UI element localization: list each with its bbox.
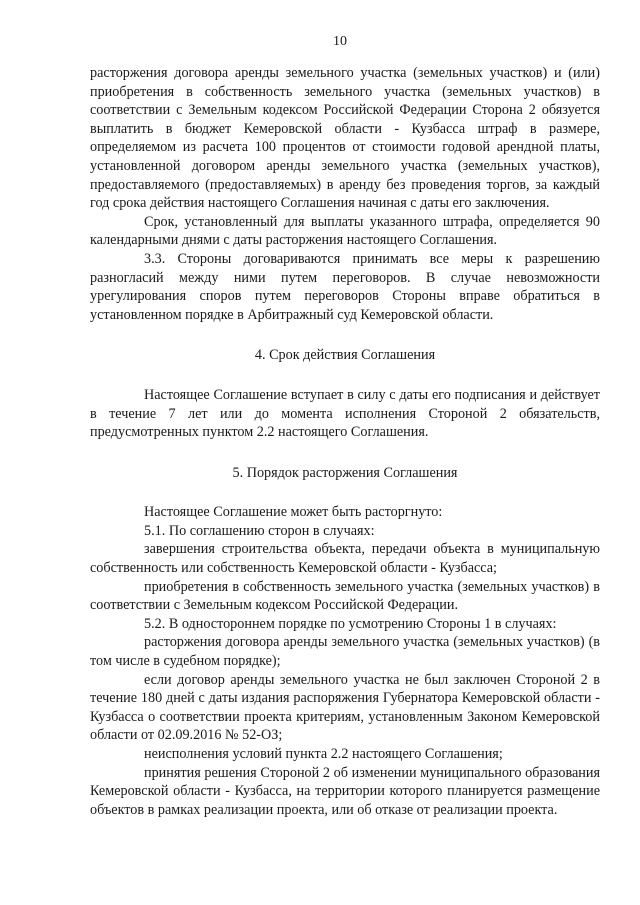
section-5-1-case-construction: завершения строительства объекта, передачи объекта в муниципальную собственность или собственность Кемеровской области - Кузбасса; xyxy=(90,541,600,577)
section-5-2: 5.2. В одностороннем порядке по усмотрению Стороны 1 в случаях: xyxy=(144,615,557,632)
section-5-2-case-lease-not-concluded: если договор аренды земельного участка не был заключен Стороной 2 в течение 180 дней с даты издания распоряжения Губернатора Кемеровской области - Кузбасса о соответствии проекта критериям, установленным Законом Кемеровской области от 02.09.2016 № 52-ОЗ; xyxy=(90,671,600,744)
section-5-1-case-acquisition: приобретения в собственность земельного участка (земельных участков) в соответствии с Земельным кодексом Российской Федерации. xyxy=(90,578,600,614)
section-5-2-case-decision: принятия решения Стороной 2 об изменении муниципального образования Кемеровской области - Кузбасса, на территории которого планируется размещение объектов в рамках реализации проекта, или об отказе от реализации проекта. xyxy=(90,764,600,818)
paragraph-3-3-disputes: 3.3. Стороны договариваются принимать все меры к разрешению разногласий между ними путем переговоров. В случае невозможности урегулирования споров путем переговоров Стороны вправе обратиться в установленном порядке в Арбитражный суд Кемеровской области. xyxy=(90,250,600,323)
section-5-2-case-nonfulfillment: неисполнения условий пункта 2.2 настоящего Соглашения; xyxy=(144,746,503,762)
paragraph-penalty: расторжения договора аренды земельного участка (земельных участков) и (или) приобретения в собственность земельного участка (земельных участков) в соответствии с Земельным кодексом Российской Федерации Сторона 2 обязуется выплатить в бюджет Кемеровской области - Кузбасса штраф в размере, определяемом из расчета 100 процентов от стоимости годовой арендной платы, установленной договором аренды земельного участка (земельных участков), предоставляемого (предоставляемых) в аренду без проведения торгов, за каждый год срока действия настоящего Соглашения начиная с даты его заключения. xyxy=(90,65,600,212)
section-5-2-case-lease-termination: расторжения договора аренды земельного участка (земельных участков) (в том числе в судебном порядке); xyxy=(90,634,600,670)
document-body xyxy=(90,64,600,819)
section-5-1: 5.1. По соглашению сторон в случаях: xyxy=(144,522,375,539)
section-5-heading: 5. Порядок расторжения Соглашения xyxy=(232,464,458,481)
paragraph-penalty-term: Срок, установленный для выплаты указанного штрафа, определяется 90 календарными днями с даты расторжения настоящего Соглашения. xyxy=(90,213,600,249)
section-5-intro: Настоящее Соглашение может быть расторгнуто: xyxy=(144,504,443,521)
section-4-heading: 4. Срок действия Соглашения xyxy=(254,347,436,364)
section-4-paragraph: Настоящее Соглашение вступает в силу с даты его подписания и действует в течение 7 лет или до момента исполнения Стороной 2 обязательств, предусмотренных пунктом 2.2 настоящего Соглашения. xyxy=(90,386,600,441)
page-number: 10 xyxy=(333,34,347,49)
